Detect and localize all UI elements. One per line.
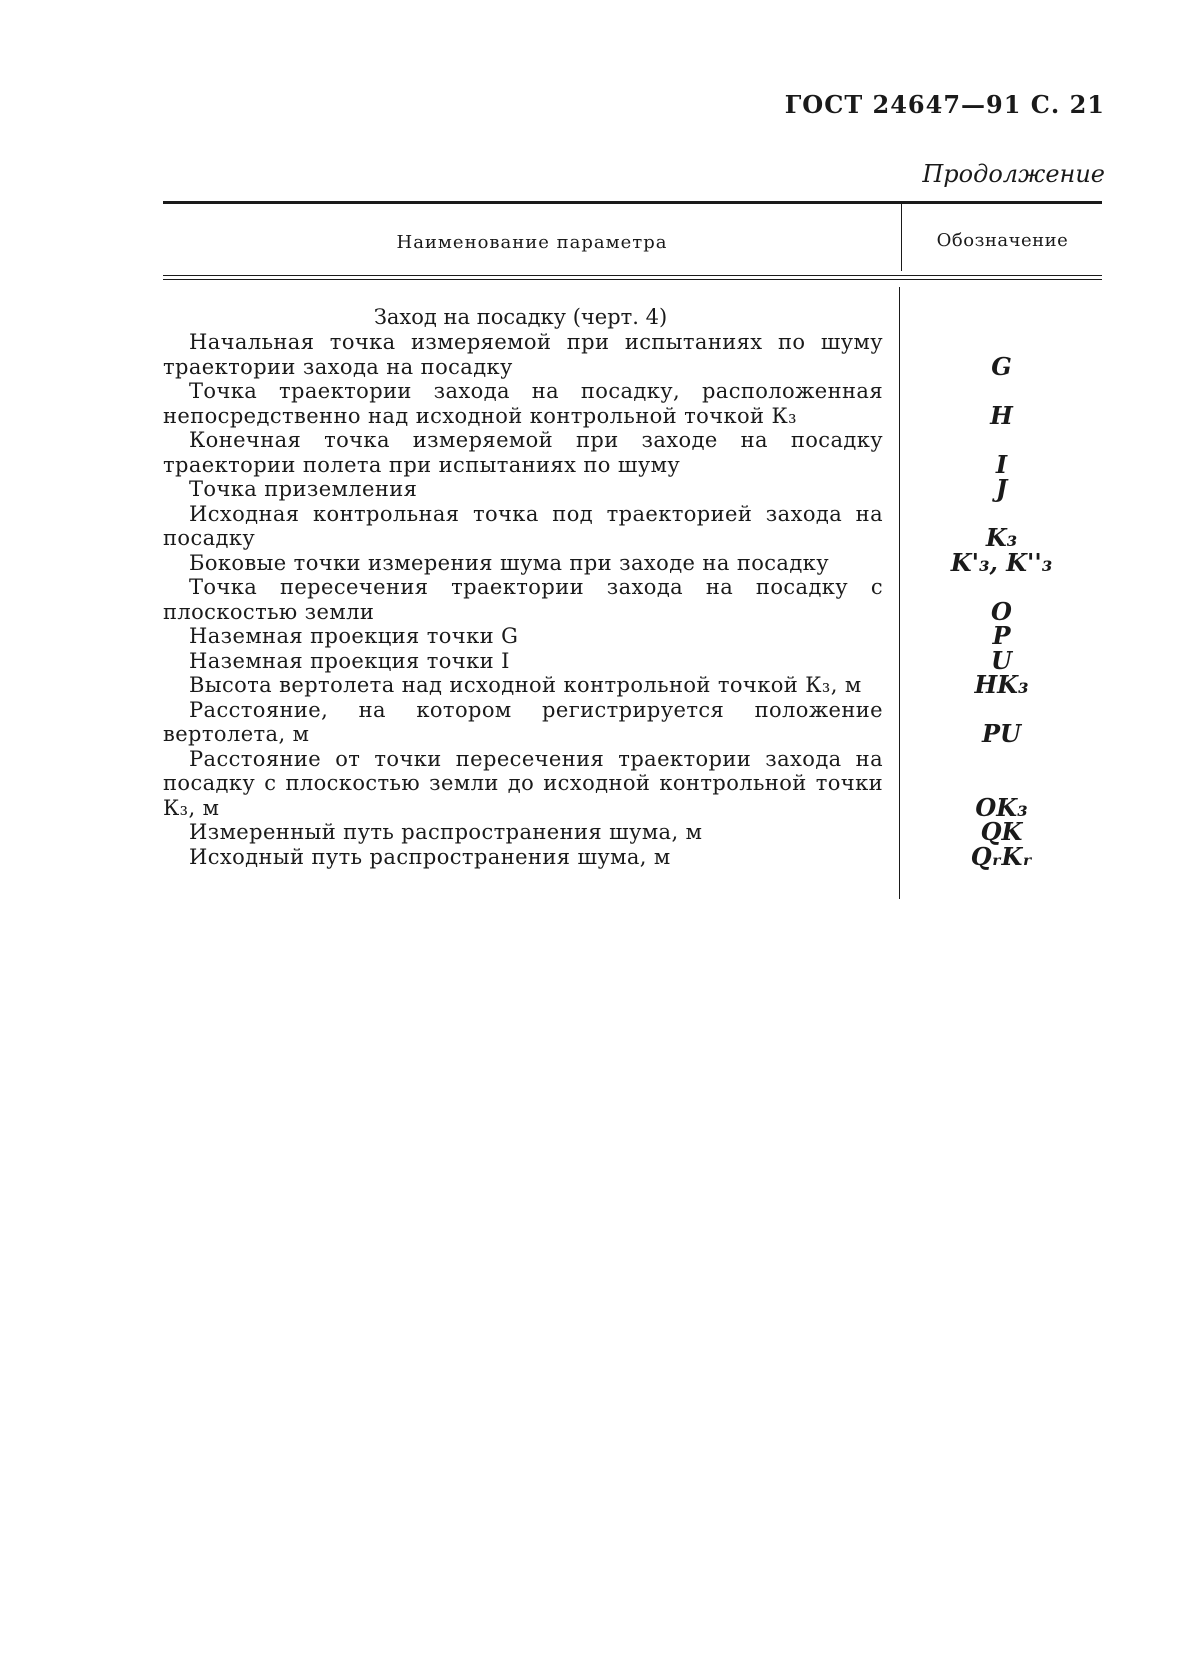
parameter-symbol: PU (982, 719, 1021, 748)
parameter-symbol: J (995, 474, 1008, 503)
table-row (163, 547, 1102, 577)
parameter-name: Расстояние от точки пересечения траектории захода на посадку с плоскостью земли до исходной контрольной точки К₃, м (163, 746, 883, 820)
parameter-name: Измеренный путь распространения шума, м (189, 820, 703, 844)
parameter-symbol: QᵣKᵣ (970, 841, 1033, 871)
table-row (163, 670, 1102, 699)
table-row (163, 817, 1102, 846)
table-row (163, 428, 1102, 477)
table-top-rule (163, 201, 1102, 204)
parameter-name: Наземная проекция точки G (189, 624, 519, 648)
document-code: ГОСТ 24647—91 С. 21 (784, 90, 1105, 119)
parameter-name: Точка пересечения траектории захода на посадку с плоскостью земли (163, 575, 883, 624)
parameter-symbol: OK₃ (975, 792, 1028, 822)
parameter-symbol: K'₃, K''₃ (950, 547, 1053, 577)
table-row (163, 330, 1102, 379)
parameter-name: Точка траектории захода на посадку, расположенная непосредственно над исходной контрольной точкой К₃ (163, 379, 883, 428)
parameter-name: Конечная точка измеряемой при заходе на посадку траектории полета при испытаниях по шуму (163, 428, 883, 477)
table-row (163, 841, 1102, 871)
parameter-name: Точка приземления (189, 477, 418, 501)
header-column-divider (901, 201, 902, 271)
parameter-symbol: I (995, 449, 1008, 479)
parameter-name: Наземная проекция точки I (189, 648, 510, 673)
table-row (163, 575, 1102, 624)
column-header-symbol: Обозначение (936, 230, 1069, 251)
table-row (163, 502, 1102, 551)
parameter-name: Расстояние, на котором регистрируется положение вертолета, м (163, 697, 883, 746)
parameter-symbol: K₃ (985, 523, 1018, 552)
parameter-symbol: H (990, 400, 1013, 430)
table-body (163, 330, 1102, 869)
parameter-symbol: G (991, 351, 1012, 381)
continuation-label: Продолжение (922, 160, 1105, 188)
parameter-symbol: U (991, 645, 1012, 675)
parameter-name: Исходный путь распространения шума, м (189, 844, 671, 869)
column-header-name: Наименование параметра (396, 232, 668, 253)
parameter-name: Исходная контрольная точка под траекторией захода на посадку (163, 501, 883, 550)
table-header-double-rule (163, 275, 1102, 280)
table-row (163, 474, 1102, 503)
table-row (163, 621, 1102, 650)
table-row (163, 645, 1102, 675)
section-title: Заход на посадку (черт. 4) (373, 305, 668, 329)
table-row (163, 698, 1102, 747)
parameter-symbol: O (991, 596, 1012, 626)
parameter-name: Боковые точки измерения шума при заходе на посадку (189, 550, 829, 575)
parameter-symbol: HK₃ (974, 670, 1029, 699)
table-row (163, 379, 1102, 428)
parameter-symbol: P (992, 621, 1011, 650)
parameter-symbol: QK (980, 817, 1023, 846)
table-row (163, 747, 1102, 821)
parameter-name: Высота вертолета над исходной контрольной точкой К₃, м (189, 673, 862, 697)
parameter-name: Начальная точка измеряемой при испытаниях по шуму траектории захода на посадку (163, 330, 883, 379)
